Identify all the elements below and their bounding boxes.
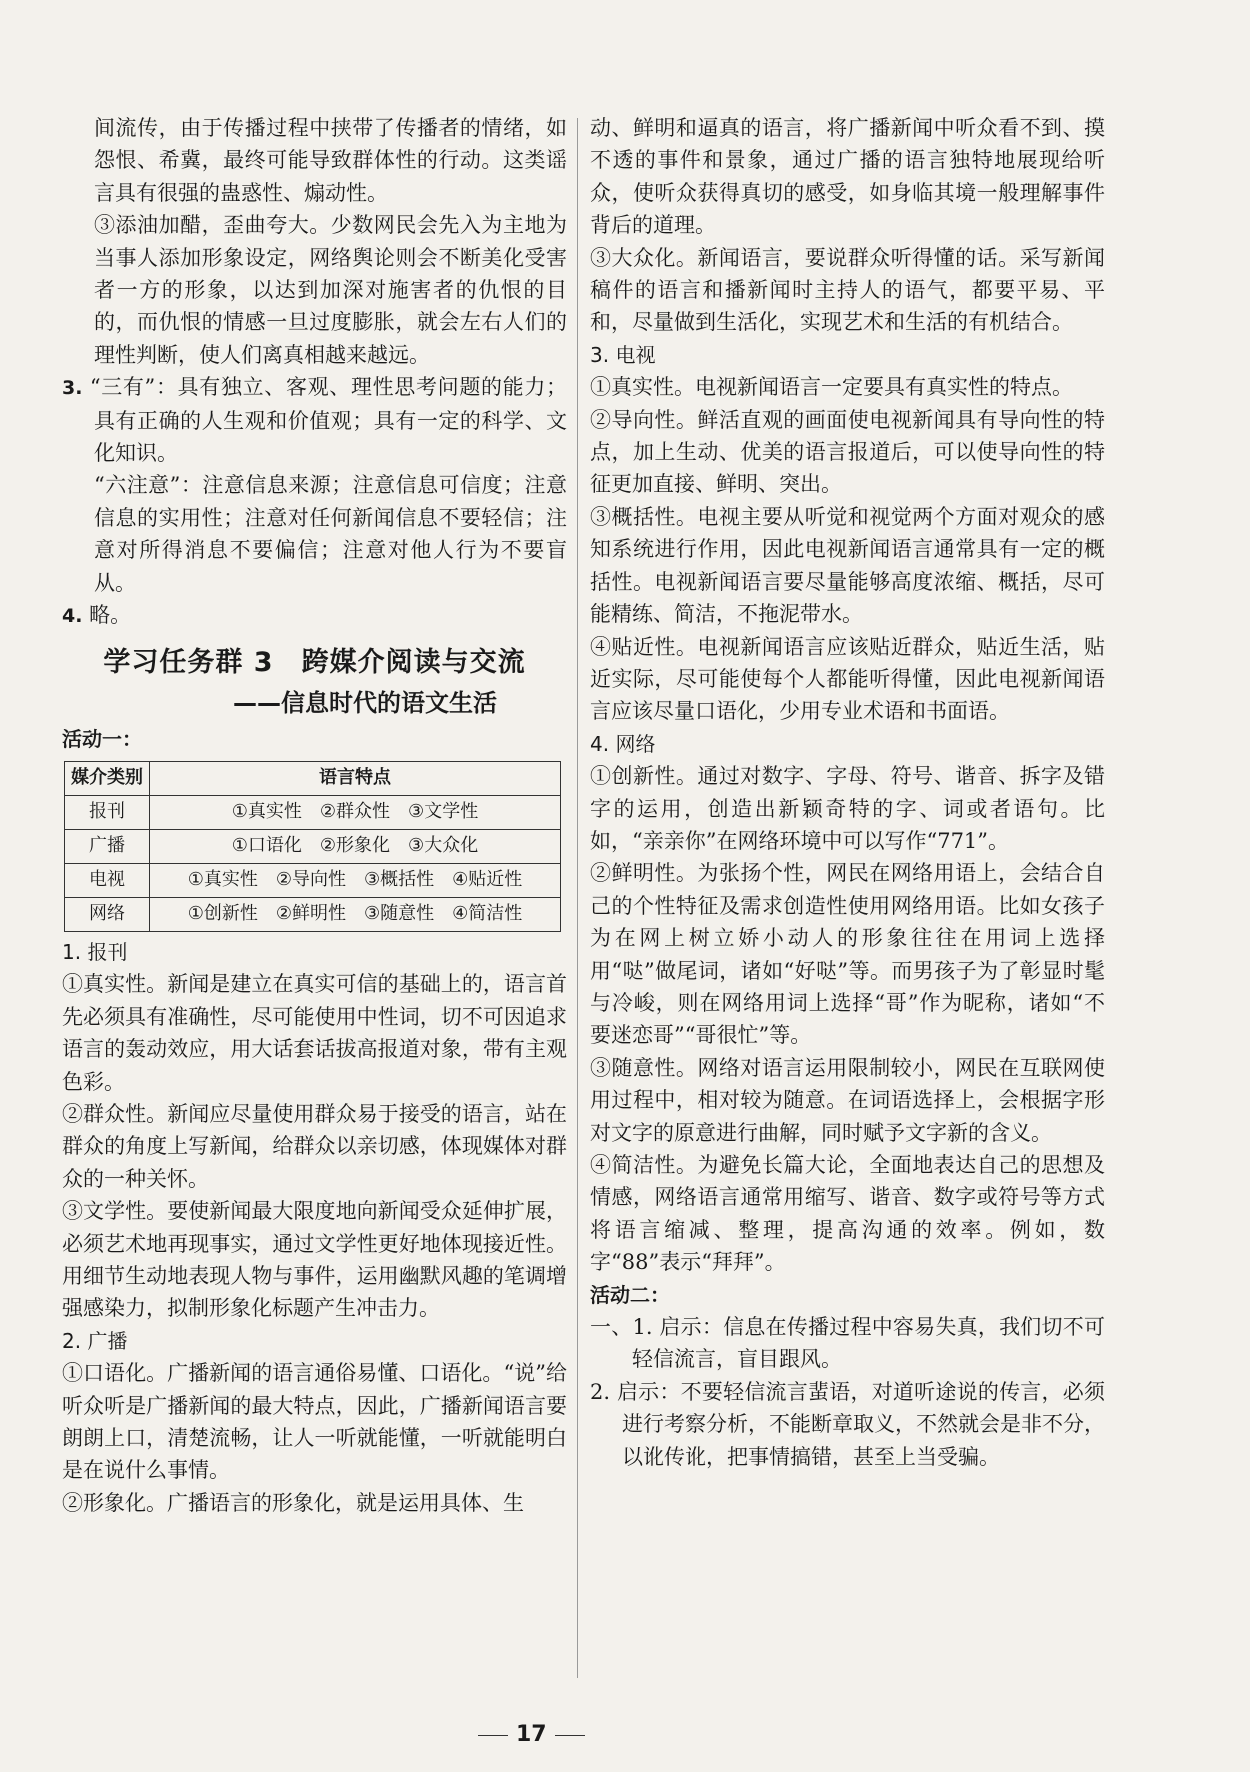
section-title: 学习任务群 3 跨媒介阅读与交流: [103, 646, 526, 678]
paragraph: ③大众化。新闻语言，要说群众听得懂的话。采写新闻稿件的语言和播新闻时主持人的语气，都要平易、平和，尽量做到生活化，实现艺术和生活的有机结合。: [590, 245, 1105, 335]
table-header-cell: 语言特点: [150, 761, 561, 795]
table-row: [65, 863, 561, 897]
list-item: [62, 371, 567, 469]
paragraph: ①口语化。广播新闻的语言通俗易懂、口语化。“说”给听众听是广播新闻的最大特点，因此，广播新闻语言要朗朗上口，清楚流畅，让人一听就能懂，一听就能明白是在说什么事情。: [62, 1361, 567, 1483]
paragraph: ②鲜明性。为张扬个性，网民在网络用语上，会结合自己的个性特征及需求创造性使用网络用语。比如女孩子为在网上树立娇小动人的形象往往在用词上选择用“哒”做尾词，诸如“好哒”等。而男孩子为了彰显时髦与冷峻，则在网络用词上选择“哥”作为昵称，诸如“不要迷恋哥”“哥很忙”等。: [590, 861, 1105, 1048]
page-number-text: 17: [516, 1722, 547, 1747]
paragraph: ③随意性。网络对语言运用限制较小，网民在互联网使用过程中，相对较为随意。在词语选择上，会根据字形对文字的原意进行曲解，同时赋予文字新的含义。: [590, 1055, 1105, 1145]
table-cell: ①真实性 ②导向性 ③概括性 ④贴近性: [150, 863, 561, 897]
table-cell: ①真实性 ②群众性 ③文学性: [150, 795, 561, 829]
item-text: 略。: [89, 603, 132, 628]
right-column: [590, 112, 1105, 1473]
paragraph: ②群众性。新闻应尽量使用群众易于接受的语言，站在群众的角度上写新闻，给群众以亲切感，体现媒体对群众的一种关怀。: [62, 1101, 567, 1191]
page-number-rule: [555, 1735, 585, 1736]
paragraph: ①真实性。新闻是建立在真实可信的基础上的，语言首先必须具有准确性，尽可能使用中性词，切不可因追求语言的轰动效应，用大话套话拔高报道对象，带有主观色彩。: [62, 972, 567, 1094]
paragraph: “六注意”：注意信息来源；注意信息可信度；注意信息的实用性；注意对任何新闻信息不要轻信；注意对所得消息不要偏信；注意对他人行为不要盲从。: [94, 473, 567, 595]
table-cell: 电视: [65, 863, 150, 897]
activity-heading: 活动一：: [62, 726, 142, 751]
column-divider: [577, 118, 578, 1678]
table-row: [65, 795, 561, 829]
item-number: 4.: [62, 605, 83, 628]
table-cell: ①创新性 ②鲜明性 ③随意性 ④简洁性: [150, 897, 561, 931]
paragraph: 动、鲜明和逼真的语言，将广播新闻中听众看不到、摸不透的事件和景象，通过广播的语言独特地展现给听众，使听众获得真切的感受，如身临其境一般理解事件背后的道理。: [590, 116, 1105, 238]
media-table: [64, 761, 561, 932]
table-cell: 广播: [65, 829, 150, 863]
table-header-cell: 媒介类别: [65, 761, 150, 795]
table-row: [65, 897, 561, 931]
activity-heading: 活动二：: [590, 1282, 670, 1307]
paragraph: ①创新性。通过对数字、字母、符号、谐音、拆字及错字的运用，创造出新颖奇特的字、词或者语句。比如，“亲亲你”在网络环境中可以写作“771”。: [590, 764, 1105, 853]
list-item: 2. 启示：不要轻信流言蜚语，对道听途说的传言，必须进行考察分析，不能断章取义，不然就会是非不分，以讹传讹，把事情搞错，甚至上当受骗。: [590, 1379, 1105, 1469]
left-column: [62, 112, 567, 1519]
table-cell: ①口语化 ②形象化 ③大众化: [150, 829, 561, 863]
subsection-heading: 2. 广播: [62, 1328, 128, 1353]
subsection-heading: 1. 报刊: [62, 939, 128, 964]
table-row: [65, 829, 561, 863]
item-number: 3.: [62, 377, 83, 400]
list-item: 一、1. 启示：信息在传播过程中容易失真，我们切不可轻信流言，盲目跟风。: [590, 1315, 1105, 1372]
page-number-rule: [478, 1735, 508, 1736]
table-cell: 报刊: [65, 795, 150, 829]
subsection-heading: 3. 电视: [590, 342, 656, 367]
list-item: [62, 599, 567, 632]
paragraph: ①真实性。电视新闻语言一定要具有真实性的特点。: [590, 375, 1073, 400]
paragraph: ③概括性。电视主要从听觉和视觉两个方面对观众的感知系统进行作用，因此电视新闻语言通常具有一定的概括性。电视新闻语言要尽量能够高度浓缩、概括，尽可能精练、简洁，不拖泥带水。: [590, 504, 1105, 627]
paragraph: 间流传，由于传播过程中挟带了传播者的情绪，如怨恨、希冀，最终可能导致群体性的行动。这类谣言具有很强的蛊惑性、煽动性。: [94, 116, 567, 205]
table-header-row: [65, 761, 561, 795]
paragraph: ③添油加醋，歪曲夸大。少数网民会先入为主地为当事人添加形象设定，网络舆论则会不断美化受害者一方的形象，以达到加深对施害者的仇恨的目的，而仇恨的情感一旦过度膨胀，就会左右人们的理性判断，使人们离真相越来越远。: [94, 213, 567, 367]
paragraph: ④简洁性。为避免长篇大论，全面地表达自己的思想及情感，网络语言通常用缩写、谐音、数字或符号等方式将语言缩减、整理，提高沟通的效率。例如，数字“88”表示“拜拜”。: [590, 1153, 1105, 1275]
section-subtitle: ——信息时代的语文生活: [233, 688, 497, 717]
subsection-heading: 4. 网络: [590, 731, 656, 756]
table-cell: 网络: [65, 897, 150, 931]
paragraph: ③文学性。要使新闻最大限度地向新闻受众延伸扩展，必须艺术地再现事实，通过文学性更好地体现接近性。用细节生动地表现人物与事件，运用幽默风趣的笔调增强感染力，拟制形象化标题产生冲击力。: [62, 1199, 567, 1321]
paragraph: ②导向性。鲜活直观的画面使电视新闻具有导向性的特点，加上生动、优美的语言报道后，可以使导向性的特征更加直接、鲜明、突出。: [590, 407, 1105, 497]
paragraph: ②形象化。广播语言的形象化，就是运用具体、生: [62, 1490, 524, 1515]
page-number: [470, 1722, 593, 1747]
item-text: “三有”：具有独立、客观、理性思考问题的能力；具有正确的人生观和价值观；具有一定的科学、文化知识。: [89, 375, 567, 466]
paragraph: ④贴近性。电视新闻语言应该贴近群众，贴近生活，贴近实际，尽可能使每个人都能听得懂，因此电视新闻语言应该尽量口语化，少用专业术语和书面语。: [590, 634, 1105, 724]
